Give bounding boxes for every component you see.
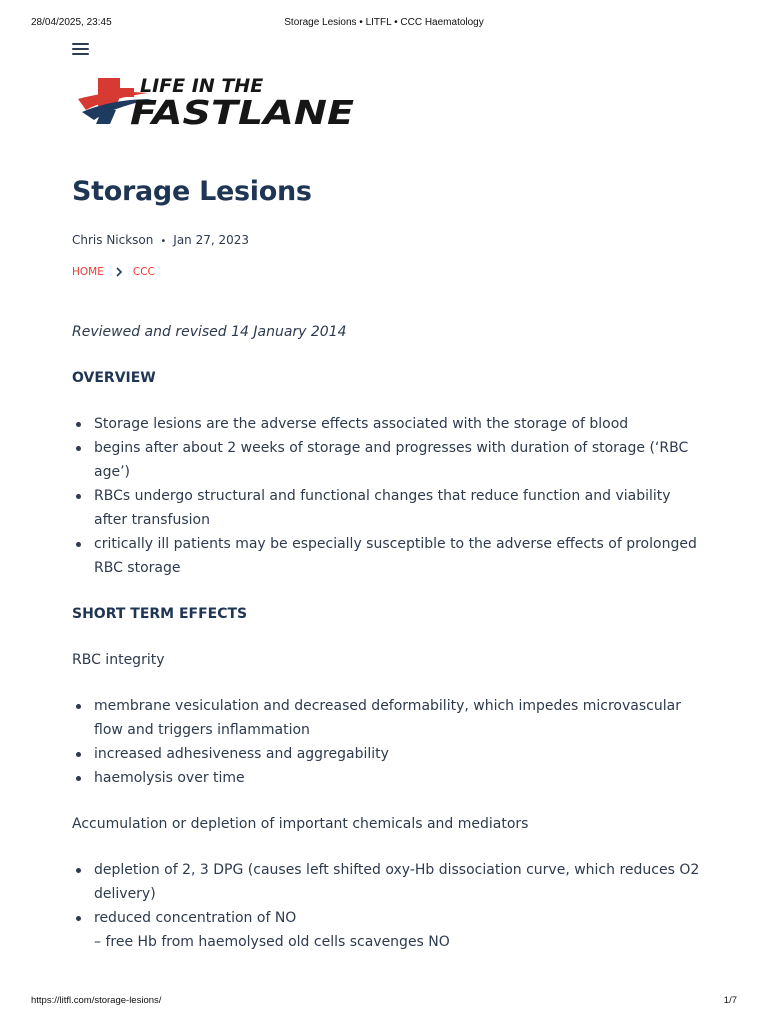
section-heading-overview: OVERVIEW <box>72 370 156 386</box>
print-url: https://litfl.com/storage-lesions/ <box>31 995 162 1006</box>
logo-line2: FASTLANE <box>130 93 355 132</box>
print-datetime: 28/04/2025, 23:45 <box>31 17 112 28</box>
hamburger-menu-icon[interactable] <box>72 42 90 56</box>
breadcrumb-category-link[interactable]: CCC <box>132 266 155 278</box>
menu-bar-top <box>72 43 89 45</box>
menu-bar-bottom <box>72 53 89 55</box>
print-footer <box>0 995 768 1009</box>
list-item: membrane vesiculation and decreased deformability, which impedes microvascular flow and triggers inflammation <box>72 694 700 742</box>
section-heading-short-term: SHORT TERM EFFECTS <box>72 606 248 622</box>
overview-list <box>72 412 700 580</box>
subsection-accumulation: Accumulation or depletion of important chemicals and mediators <box>72 816 529 832</box>
list-item: depletion of 2, 3 DPG (causes left shifted oxy-Hb dissociation curve, which reduces O2 delivery) <box>72 858 700 906</box>
list-item: RBCs undergo structural and functional changes that reduce function and viability after transfusion <box>72 484 700 532</box>
breadcrumb <box>72 266 155 278</box>
list-item: begins after about 2 weeks of storage and progresses with duration of storage (‘RBC age’) <box>72 436 700 484</box>
site-logo[interactable] <box>72 66 394 132</box>
chemicals-list <box>72 858 700 954</box>
page-title: Storage Lesions <box>72 176 312 207</box>
list-item: critically ill patients may be especially susceptible to the adverse effects of prolonged RBC storage <box>72 532 700 580</box>
logo-line1: LIFE IN THE <box>140 75 264 97</box>
print-header <box>0 17 768 31</box>
list-subitem: – free Hb from haemolysed old cells scavenges NO <box>94 934 450 950</box>
menu-bar-middle <box>72 48 89 50</box>
rbc-integrity-list <box>72 694 700 790</box>
meta-separator: • <box>160 236 167 247</box>
list-item: Storage lesions are the adverse effects associated with the storage of blood <box>72 412 700 436</box>
list-item: increased adhesiveness and aggregability <box>72 742 700 766</box>
list-item-text: reduced concentration of NO <box>94 910 297 926</box>
list-item: haemolysis over time <box>72 766 700 790</box>
chevron-right-icon <box>115 266 123 278</box>
article-meta <box>72 233 249 247</box>
author-link[interactable]: Chris Nickson <box>72 233 154 247</box>
publish-date: Jan 27, 2023 <box>173 233 250 247</box>
review-note: Reviewed and revised 14 January 2014 <box>72 324 347 340</box>
print-page-title: Storage Lesions • LITFL • CCC Haematology <box>284 17 484 28</box>
list-item <box>72 906 700 954</box>
print-page-number: 1/7 <box>723 995 737 1006</box>
subsection-rbc-integrity: RBC integrity <box>72 652 165 668</box>
article-body <box>72 320 700 976</box>
breadcrumb-home-link[interactable]: HOME <box>72 266 104 278</box>
